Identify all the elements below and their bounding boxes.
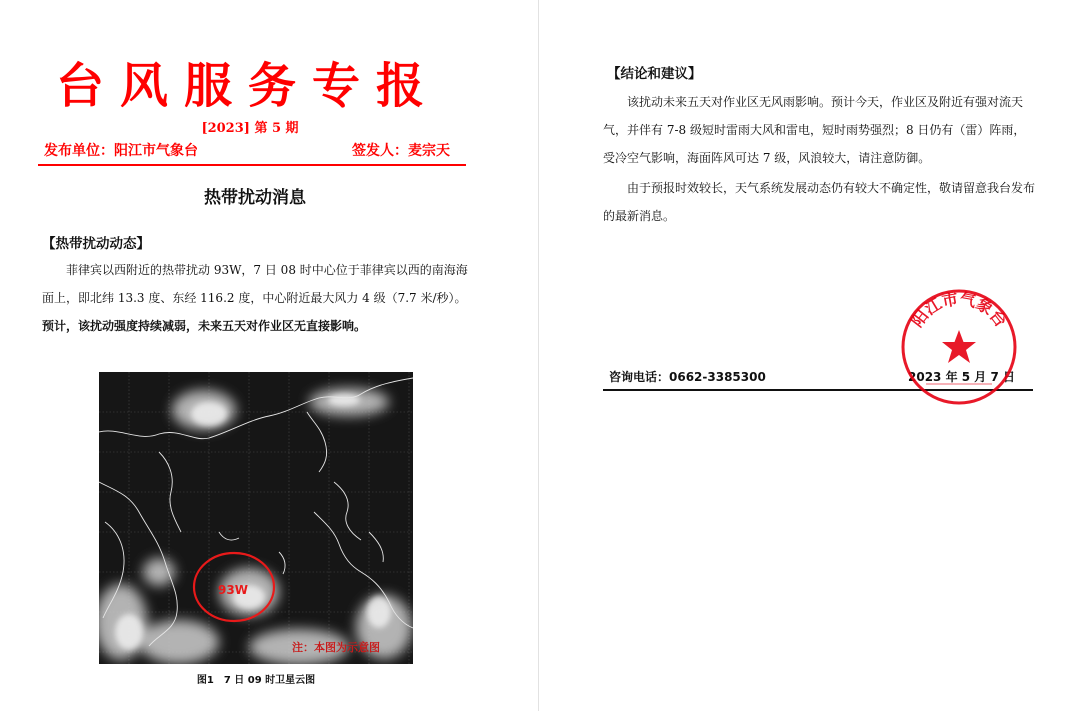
contact-phone: 咨询电话：0662-3385300 [609,370,766,384]
dynamics-forecast: 预计，该扰动强度持续减弱，未来五天对作业区无直接影响。 [42,319,367,333]
svg-text:阳江市气象台 [907,289,1010,330]
figure-note: 注：本图为示意图 [292,641,380,654]
conclusion-paragraph-2: 由于预报时效较长，天气系统发展动态仍有较大不确定性，敬请留意我台发布的最新消息。 [603,181,1036,223]
header-rule [38,164,466,166]
figure-caption: 图1 7 日 09 时卫星云图 [196,675,316,686]
conclusion-paragraph-1: 该扰动未来五天对作业区无风雨影响。预计今天，作业区及附近有强对流天气，并伴有 7-8 级短时雷雨大风和雷电，短时雨势强烈；8 日仍有（雷）阵雨，受冷空气影响，海面阵风可达 7 级，风浪较大，请注意防御。 [603,95,1026,165]
official-seal [898,286,1020,408]
left-page [0,0,538,711]
section-heading-dynamics: 【热带扰动动态】 [42,236,150,252]
issue-date: 2023 年 5 月 7 日 [908,370,1015,384]
seal-text: 阳江市气象台 [907,289,1011,331]
issue-number: [2023] 第 5 期 [201,121,299,136]
report-title: 台风服务专报 [55,58,440,114]
section-heading-conclusion: 【结论和建议】 [607,66,702,82]
document-title: 热带扰动消息 [204,188,306,208]
dynamics-text: 菲律宾以西附近的热带扰动 93W，7 日 08 时中心位于菲律宾以西的南海海面上，即北纬 13.3 度、东经 116.2 度，中心附近最大风力 4 级（7.7 米/秒）。 [42,263,468,305]
satellite-cloud-map [99,372,413,664]
dynamics-paragraph [42,256,472,340]
seal-star-icon [942,330,976,363]
signer: 签发人：麦宗天 [352,143,450,159]
satellite-image [99,372,413,664]
publisher: 发布单位：阳江市气象台 [44,143,198,159]
storm-label-93w: 93W [218,583,248,597]
